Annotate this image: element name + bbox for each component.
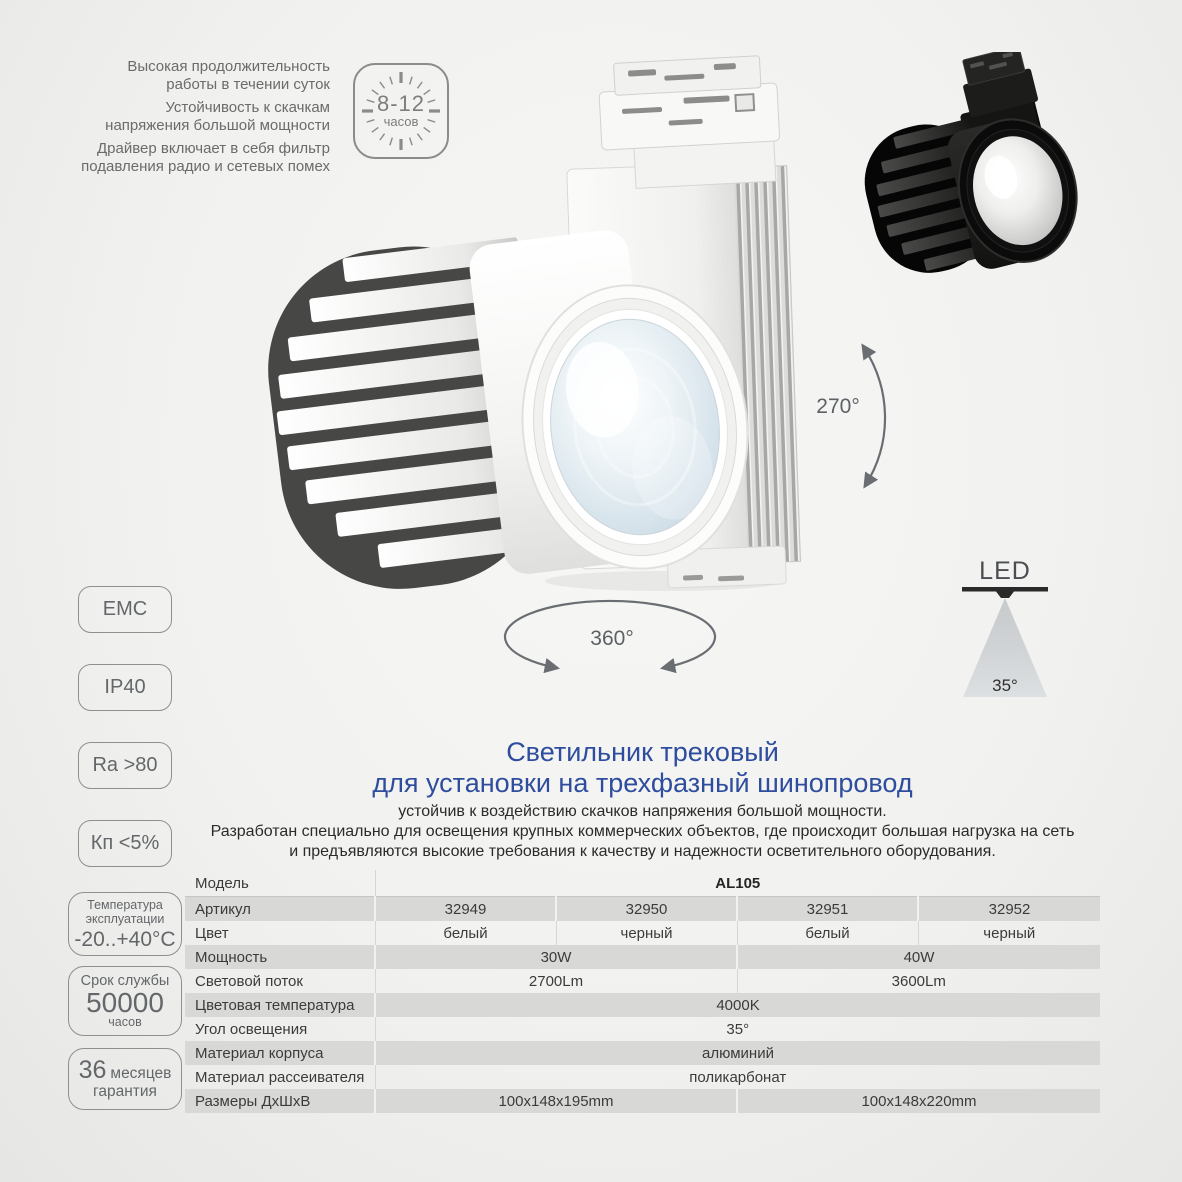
spec-label: Артикул	[195, 900, 251, 918]
badge-text: Кп <5%	[90, 832, 160, 854]
led-label: LED	[979, 557, 1031, 585]
rotation-arc-icon	[845, 338, 905, 496]
vertical-rotation-angle: 270°	[816, 395, 860, 418]
spec-label: Материал рассеивателя	[195, 1068, 365, 1086]
description-line3: и предъявляются высокие требования к качеству и надежности осветительного оборудования.	[289, 843, 996, 860]
temp-line2: эксплуатации	[85, 912, 165, 926]
badge-warranty	[68, 1048, 182, 1110]
lifetime-unit: часов	[108, 1014, 142, 1029]
temp-value: -20..+40°C	[74, 928, 176, 951]
badge-text: EMC	[102, 598, 148, 620]
table-row-diffuser	[185, 1065, 1100, 1089]
badge-text: Ra >80	[92, 754, 158, 776]
feature-line: напряжения большой мощности	[105, 116, 330, 134]
table-row-housing	[185, 1041, 1100, 1065]
lifetime-title: Срок службы	[80, 973, 170, 989]
spec-cell: поликарбонат	[375, 1065, 1100, 1089]
led-beam-angle	[950, 557, 1060, 707]
spec-label: Мощность	[195, 948, 268, 966]
table-row-cct	[185, 993, 1100, 1017]
badge-temperature-range	[68, 892, 182, 956]
table-row-article	[185, 897, 1100, 922]
description-line1: устойчив к воздействию скачков напряжения большой мощности.	[398, 803, 887, 820]
badge-text: IP40	[104, 676, 146, 698]
feature-line: работы в течении суток	[166, 75, 330, 93]
clock-unit: часов	[383, 114, 419, 129]
spec-cell: черный	[556, 921, 737, 945]
spec-cell: алюминий	[375, 1041, 1100, 1065]
badge-emc	[78, 586, 172, 633]
spec-cell: 35°	[375, 1017, 1100, 1041]
feature-line: подавления радио и сетевых помех	[81, 157, 330, 175]
lifetime-value: 50000	[86, 986, 164, 1018]
spec-label: Размеры ДхШхВ	[195, 1092, 311, 1110]
table-row-model	[185, 870, 1100, 897]
feature-line: Драйвер включает в себя фильтр	[97, 140, 330, 157]
product-photo-black	[862, 52, 1092, 292]
warranty-unit: месяцев	[110, 1065, 172, 1082]
spec-cell: 100x148x220mm	[737, 1089, 1100, 1113]
spec-cell: 32950	[556, 897, 737, 922]
product-photo-white	[265, 48, 815, 593]
spec-table	[185, 870, 1100, 1113]
temp-line1: Температура	[87, 898, 163, 912]
clock-hours: 8-12	[376, 91, 426, 116]
badge-ra	[78, 742, 172, 789]
spec-cell: белый	[737, 921, 918, 945]
spec-cell: белый	[375, 921, 556, 945]
table-row-beam-angle	[185, 1017, 1100, 1041]
table-row-color	[185, 921, 1100, 945]
spec-cell: 100x148x195mm	[375, 1089, 737, 1113]
description-line2: Разработан специально для освещения крупных коммерческих объектов, где происходит большая нагрузка на сеть	[210, 823, 1075, 840]
spec-cell: 32952	[918, 897, 1100, 922]
badge-lifetime	[68, 966, 182, 1036]
spec-label: Цветовая температура	[195, 996, 355, 1014]
spec-cell: 40W	[737, 945, 1100, 969]
spec-label: Цвет	[195, 924, 229, 942]
feature-line: Высокая продолжительность	[127, 58, 330, 75]
badge-flicker	[78, 820, 172, 867]
page-title-line1: Светильник трековый	[506, 737, 779, 767]
spec-cell: 32951	[737, 897, 918, 922]
warranty-line2: гарантия	[93, 1083, 157, 1100]
table-row-power	[185, 945, 1100, 969]
spec-label: Угол освещения	[195, 1020, 308, 1038]
page-title-line2: для установки на трехфазный шинопровод	[372, 768, 913, 798]
table-row-dimensions	[185, 1089, 1100, 1113]
heading-block	[185, 737, 1100, 862]
spec-label: Модель	[185, 870, 375, 897]
feature-line: Устойчивость к скачкам	[165, 99, 330, 116]
spec-cell: 30W	[375, 945, 737, 969]
spec-cell: 3600Lm	[737, 969, 1100, 993]
warranty-value: 36	[78, 1056, 107, 1084]
spec-cell: черный	[918, 921, 1100, 945]
spec-label: Материал корпуса	[195, 1044, 324, 1062]
badge-ip40	[78, 664, 172, 711]
spec-cell: 4000K	[375, 993, 1100, 1017]
spec-cell: 2700Lm	[375, 969, 737, 993]
warranty-row	[79, 1058, 172, 1083]
spec-label: Световой поток	[195, 972, 303, 990]
table-row-flux	[185, 969, 1100, 993]
spec-cell: AL105	[375, 870, 1100, 897]
led-beam-angle-value: 35°	[992, 676, 1018, 695]
horizontal-rotation-angle: 360°	[590, 627, 634, 650]
spec-cell: 32949	[375, 897, 556, 922]
